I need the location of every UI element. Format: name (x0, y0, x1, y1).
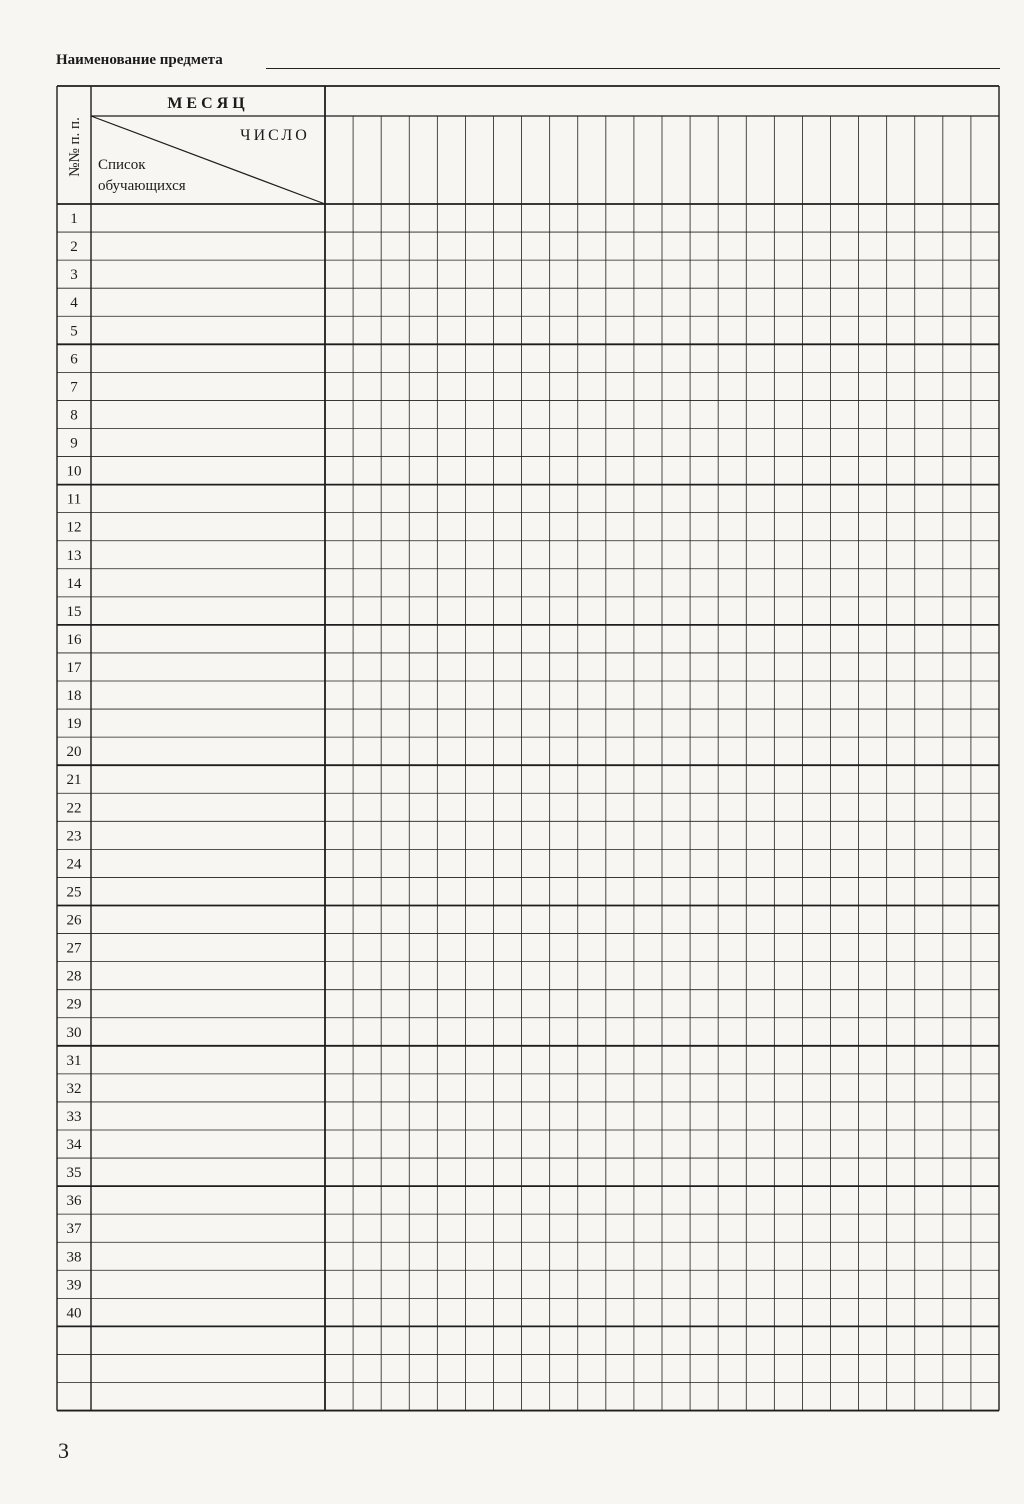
row-number: 16 (66, 631, 82, 648)
row-number: 14 (66, 575, 82, 592)
row-numbers (67, 211, 83, 1321)
student-list-header-line1: Список (98, 157, 146, 173)
row-number: 20 (66, 744, 82, 761)
day-header: ЧИСЛО (240, 127, 310, 144)
row-number: 3 (70, 267, 78, 284)
row-number: 17 (66, 659, 82, 676)
row-number: 24 (66, 856, 82, 873)
row-number: 9 (70, 435, 78, 452)
row-number: 33 (66, 1108, 82, 1125)
row-number: 29 (66, 996, 82, 1013)
row-number: 28 (66, 968, 82, 985)
row-number: 4 (70, 295, 78, 312)
row-number: 37 (66, 1221, 82, 1238)
student-list-header-line2: обучающихся (98, 178, 186, 194)
row-number: 2 (70, 239, 78, 256)
row-number: 36 (66, 1193, 82, 1210)
row-number: 15 (66, 603, 82, 620)
grid-lines (57, 86, 999, 1411)
row-number: 5 (70, 323, 78, 340)
month-header: МЕСЯЦ (167, 95, 249, 112)
row-number: 12 (66, 519, 82, 536)
row-number: 10 (66, 463, 82, 480)
row-number: 38 (66, 1249, 82, 1266)
row-number: 6 (70, 351, 78, 368)
row-number: 23 (66, 828, 82, 845)
row-number: 40 (66, 1305, 82, 1322)
row-number: 26 (66, 912, 82, 929)
row-number: 1 (70, 211, 78, 228)
row-number: 7 (70, 379, 78, 396)
row-number: 13 (66, 547, 82, 564)
row-number: 31 (66, 1052, 82, 1069)
row-number: 30 (66, 1024, 82, 1041)
row-number: 18 (66, 688, 82, 705)
row-number: 27 (66, 940, 82, 957)
row-number: 32 (66, 1080, 82, 1097)
row-number: 35 (66, 1165, 82, 1182)
row-number: 39 (66, 1277, 82, 1294)
row-number: 25 (66, 884, 82, 901)
row-number: 11 (66, 491, 82, 508)
row-number-header: №№ п. п. (67, 117, 83, 177)
grid-labels (67, 95, 310, 194)
row-number: 19 (66, 716, 82, 733)
page-number: 3 (58, 1438, 69, 1463)
row-number: 21 (66, 772, 82, 789)
row-number: 8 (70, 407, 78, 424)
subject-label: Наименование предмета (56, 52, 223, 68)
row-number: 22 (66, 800, 82, 817)
row-number: 34 (66, 1137, 82, 1154)
